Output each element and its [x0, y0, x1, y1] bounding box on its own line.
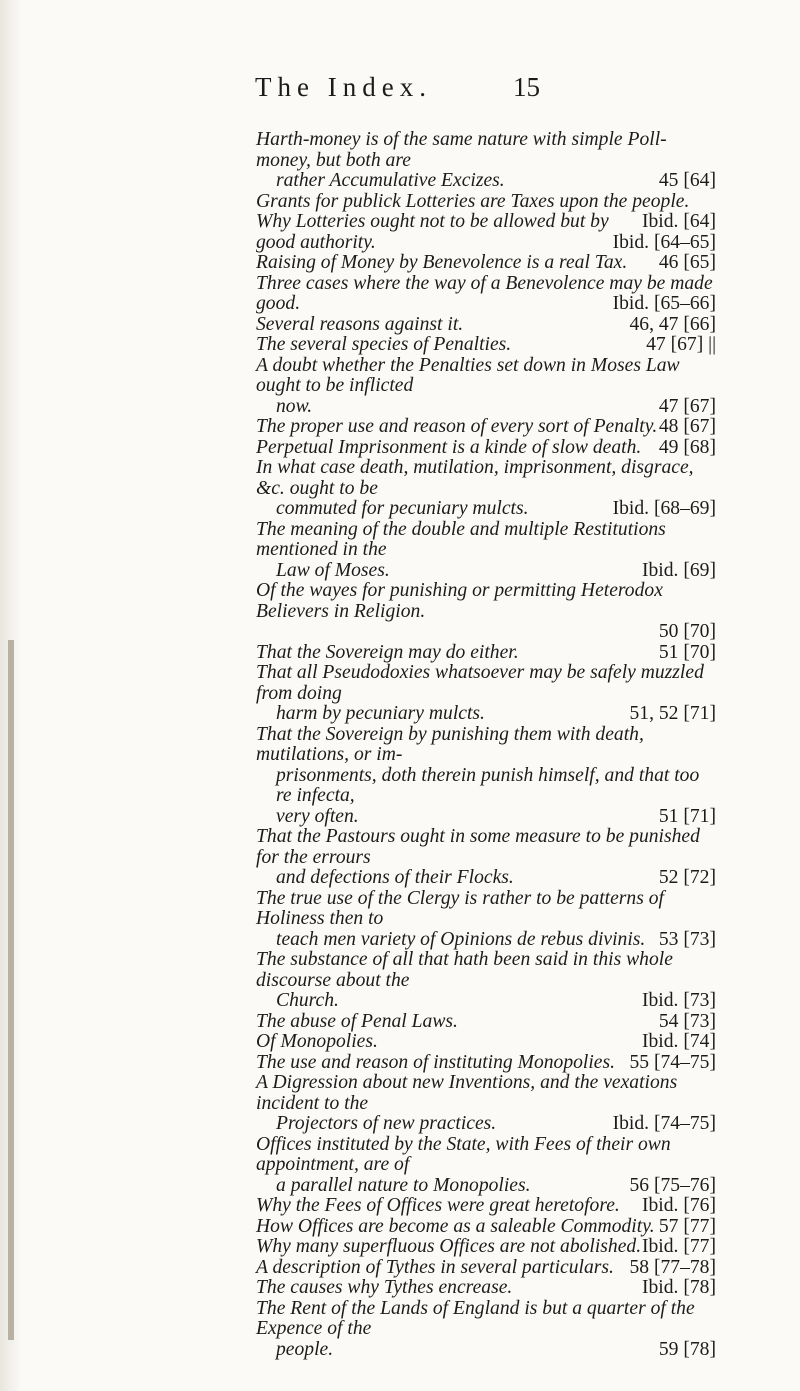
- index-entry: [256, 950, 716, 1012]
- index-entry: [256, 1073, 716, 1135]
- entry-text: Offices instituted by the State, with Fees of their own appointment, are of: [256, 1133, 671, 1175]
- entry-text: now. 47 [67]: [276, 395, 716, 417]
- entry-text: In what case death, mutilation, imprisonment, disgrace, &c. ought to be: [256, 457, 694, 499]
- index-entry: [256, 253, 716, 274]
- index-entry: [256, 1258, 716, 1279]
- page-reference: 54 [73]: [658, 1010, 716, 1032]
- binding-edge: [8, 640, 14, 1340]
- index-entry: [256, 1012, 716, 1033]
- entry-text: Of Monopolies. Ibid. [74]: [256, 1031, 716, 1052]
- index-entry: [256, 1299, 716, 1361]
- page-reference: Ibid. [77]: [641, 1236, 716, 1257]
- page-reference: Ibid. [69]: [641, 559, 716, 581]
- entry-text: harm by pecuniary mulcts. 51, 52 [71]: [276, 703, 716, 724]
- index-entry: [256, 274, 716, 315]
- index-entry: [256, 356, 716, 418]
- index-entry: [256, 130, 716, 192]
- entry-text: Of the wayes for punishing or permitting Heterodox Believers in Religion.: [256, 580, 663, 622]
- entry-text: people. 59 [78]: [276, 1338, 716, 1360]
- index-entry: [256, 581, 716, 643]
- page-reference: 46 [65]: [658, 252, 716, 273]
- page-reference: 57 [77]: [658, 1215, 716, 1237]
- index-entry: [256, 417, 716, 438]
- page-reference: 47 [67]: [658, 395, 716, 417]
- entry-text: The use and reason of instituting Monopolies. 55 [74–75]: [256, 1051, 716, 1073]
- entry-text: The abuse of Penal Laws. 54 [73]: [256, 1010, 716, 1032]
- index-entry: [256, 1217, 716, 1238]
- index-entry: [256, 335, 716, 356]
- page-reference: Ibid. [74–75]: [612, 1113, 716, 1134]
- page-reference: 59 [78]: [658, 1338, 716, 1360]
- index-entry: [256, 663, 716, 725]
- page-reference: 49 [68]: [658, 436, 716, 458]
- entry-text: A doubt whether the Penalties set down in Moses Law ought to be inflicted: [256, 354, 680, 396]
- entry-text: The proper use and reason of every sort of Penalty. 48 [67]: [256, 416, 716, 437]
- index-entry: [256, 827, 716, 889]
- page-header: [0, 72, 800, 112]
- entry-text: Grants for publick Lotteries are Taxes upon the people. Ibid. [64]: [256, 190, 716, 232]
- entry-text: The true use of the Clergy is rather to be patterns of Holiness then to: [256, 887, 664, 929]
- page-reference: 45 [64]: [658, 170, 716, 191]
- index-entry: [256, 212, 716, 253]
- index-entry: [256, 458, 716, 520]
- page-reference: Ibid. [74]: [641, 1031, 716, 1052]
- index-entry: [256, 1196, 716, 1217]
- page-reference: Ibid. [76]: [641, 1195, 716, 1216]
- index-entry: [256, 643, 716, 664]
- entry-text: commuted for pecuniary mulcts. Ibid. [68–69]: [276, 498, 716, 519]
- entry-text: Law of Moses. Ibid. [69]: [276, 559, 716, 581]
- page-reference: 56 [75–76]: [629, 1174, 716, 1196]
- page-reference: 53 [73]: [658, 928, 716, 950]
- page-reference: 55 [74–75]: [629, 1051, 716, 1073]
- page-number: 15: [513, 72, 540, 102]
- page-reference: 48 [67]: [658, 416, 716, 437]
- index-entry: [256, 520, 716, 582]
- entry-text: teach men variety of Opinions de rebus divinis. 53 [73]: [276, 928, 716, 950]
- page-reference: Ibid. [64]: [641, 211, 716, 232]
- index-entry: [256, 315, 716, 336]
- entry-text: Church. Ibid. [73]: [276, 990, 716, 1011]
- entry-text: and defections of their Flocks. 52 [72]: [276, 867, 716, 888]
- index-entry: [256, 889, 716, 951]
- index-entry: [256, 1135, 716, 1197]
- entry-text: rather Accumulative Excizes. 45 [64]: [276, 170, 716, 191]
- entry-text: The substance of all that hath been said in this whole discourse about the: [256, 949, 673, 991]
- entry-text: That all Pseudodoxies whatsoever may be safely muzzled from doing: [256, 662, 704, 704]
- page-reference: 51, 52 [71]: [629, 703, 716, 724]
- page-reference: Ibid. [68–69]: [612, 498, 716, 519]
- index-entry: [256, 438, 716, 459]
- entry-text: A description of Tythes in several particulars. 58 [77–78]: [256, 1256, 716, 1278]
- entry-text: Projectors of new practices. Ibid. [74–75]: [276, 1113, 716, 1134]
- page-reference: 58 [77–78]: [629, 1256, 716, 1278]
- index-entries: [256, 130, 716, 1360]
- entry-text: Why the Fees of Offices were great heretofore. Ibid. [76]: [256, 1195, 716, 1216]
- page-reference: Ibid. [64–65]: [612, 231, 716, 253]
- entry-text: Harth-money is of the same nature with simple Poll-money, but both are: [256, 129, 667, 171]
- entry-text: That the Sovereign may do either. 51 [70]: [256, 641, 716, 663]
- entry-text: The Rent of the Lands of England is but a quarter of the Expence of the: [256, 1297, 695, 1339]
- page-reference: 51 [71]: [658, 805, 716, 827]
- entry-text: a parallel nature to Monopolies. 56 [75–76]: [276, 1174, 716, 1196]
- page-reference: 46, 47 [66]: [629, 313, 716, 335]
- entry-text: Several reasons against it. 46, 47 [66]: [256, 313, 716, 335]
- page-reference: 47 [67] ||: [646, 334, 716, 355]
- entry-text: Perpetual Imprisonment is a kinde of slow death. 49 [68]: [256, 436, 716, 458]
- page-reference: 52 [72]: [658, 867, 716, 888]
- index-entry: [256, 1053, 716, 1074]
- entry-text: The several species of Penalties. 47 [67] ||: [256, 334, 716, 355]
- entry-text: very often. 51 [71]: [276, 805, 716, 827]
- entry-text: Why many superfluous Offices are not abolished. Ibid. [77]: [256, 1236, 716, 1257]
- entry-text: How Offices are become as a saleable Commodity. 57 [77]: [256, 1215, 716, 1237]
- index-entry: [256, 725, 716, 828]
- entry-text: prisonments, doth therein punish himself, and that too re infecta,: [276, 764, 700, 806]
- page-reference: Ibid. [73]: [641, 990, 716, 1011]
- entry-text: A Digression about new Inventions, and the vexations incident to the: [256, 1072, 678, 1114]
- index-entry: [256, 1237, 716, 1258]
- index-entry: [256, 1032, 716, 1053]
- page-reference: 51 [70]: [658, 641, 716, 663]
- entry-text: The causes why Tythes encrease. Ibid. [78]: [256, 1277, 716, 1298]
- entry-text: The meaning of the double and multiple Restitutions mentioned in the: [256, 518, 666, 560]
- entry-text: That the Pastours ought in some measure to be punished for the errours: [256, 826, 700, 868]
- entry-text: That the Sovereign by punishing them with death, mutilations, or im-: [256, 723, 644, 765]
- entry-text: Three cases where the way of a Benevolence may be made good. Ibid. [65–66]: [256, 272, 716, 314]
- page-reference: 50 [70]: [658, 621, 716, 642]
- page-reference: Ibid. [65–66]: [612, 293, 716, 314]
- entry-text: Raising of Money by Benevolence is a real Tax. 46 [65]: [256, 252, 716, 273]
- page-reference: Ibid. [78]: [641, 1277, 716, 1298]
- running-title: The Index.: [255, 72, 432, 102]
- index-entry: [256, 1278, 716, 1299]
- entry-text: Why Lotteries ought not to be allowed but by good authority. Ibid. [64–65]: [256, 211, 716, 253]
